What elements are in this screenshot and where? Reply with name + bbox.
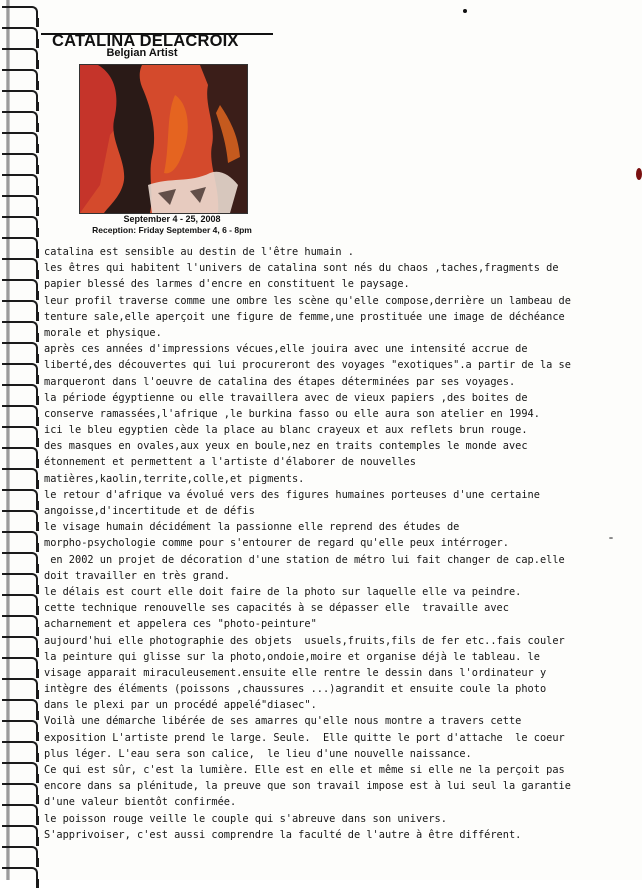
reception-info: Reception: Friday September 4, 6 - 8pm — [92, 225, 252, 235]
binding-ring — [2, 153, 38, 171]
binding-ring — [2, 363, 38, 381]
scan-speck — [636, 168, 642, 180]
binding-ring — [2, 531, 38, 549]
biography-line: Ce qui est sûr, c'est la lumière. Elle est en elle et même si elle ne la perçoit pas — [44, 764, 565, 776]
scan-speck — [463, 9, 467, 13]
binding-ring — [2, 573, 38, 591]
biography-line: acharnement et appelera ces "photo-peinture" — [44, 618, 317, 631]
binding-ring — [2, 741, 38, 759]
biography-line: la peinture qui glisse sur la photo,ondoie,moire et organise déjà le tableau. le — [44, 650, 540, 663]
biography-line: catalina est sensible au destin de l'être humain . — [44, 246, 354, 258]
biography-line: le poisson rouge veille le couple qui s'abreuve dans son univers. — [44, 812, 447, 825]
binding-ring — [2, 594, 38, 612]
binding-ring — [2, 195, 38, 213]
spiral-binding — [0, 0, 44, 880]
biography-line: étonnement et permettent a l'artiste d'élaborer de nouvelles — [44, 456, 416, 469]
scan-speck — [609, 537, 613, 539]
binding-ring — [2, 426, 38, 444]
binding-ring — [2, 6, 38, 24]
binding-ring — [2, 510, 38, 528]
binding-ring — [2, 237, 38, 255]
biography-line: cette technique renouvelle ses capacités à se dépasser elle travaille avec — [44, 602, 509, 615]
binding-ring — [2, 27, 38, 45]
binding-ring — [2, 90, 38, 108]
biography-line: exposition L'artiste prend le large. Seule. Elle quitte le port d'attache le coeur — [44, 731, 565, 744]
biography-line: marqueront dans l'oeuvre de catalina des étapes déterminées par ses voyages. — [44, 375, 516, 388]
biography-line: tenture sale,elle aperçoit une figure de femme,une prostituée une image de déchéance — [44, 310, 565, 323]
binding-ring — [2, 699, 38, 717]
binding-ring — [2, 657, 38, 675]
binding-ring — [2, 552, 38, 570]
biography-line: le visage humain décidément la passionne elle reprend des études de — [44, 521, 460, 534]
binding-ring — [2, 867, 38, 885]
binding-ring — [2, 615, 38, 633]
biography-line: leur profil traverse comme une ombre les scène qu'elle compose,derrière un lambeau de — [44, 294, 571, 307]
binding-ring — [2, 342, 38, 360]
biography-line: aujourd'hui elle photographie des objets usuels,fruits,fils de fer etc..fais couler — [44, 634, 565, 647]
binding-ring — [2, 825, 38, 843]
binding-ring — [2, 846, 38, 864]
binding-ring — [2, 321, 38, 339]
binding-ring — [2, 216, 38, 234]
binding-ring — [2, 384, 38, 402]
biography-line: matières,kaolin,territe,colle,et pigments. — [44, 472, 305, 485]
binding-ring — [2, 678, 38, 696]
binding-ring — [2, 132, 38, 150]
biography-line: plus léger. L'eau sera son calice, le lieu d'une nouvelle naissance. — [44, 747, 472, 760]
binding-ring — [2, 783, 38, 801]
exhibition-dates: September 4 - 25, 2008 — [123, 214, 221, 224]
biography-line: le délais est court elle doit faire de la photo sur laquelle elle va peindre. — [44, 585, 522, 598]
artist-name: CATALINA DELACROIX — [52, 32, 239, 50]
binding-ring — [2, 489, 38, 507]
binding-ring — [2, 174, 38, 192]
biography-line: visage apparait miraculeusement.ensuite elle rentre le dessin dans l'ordinateur y — [44, 666, 547, 679]
artwork-illustration — [80, 65, 247, 213]
biography-text — [44, 244, 636, 843]
biography-line: des masques en ovales,aux yeux en boule,nez en traits contemples le monde avec — [44, 440, 528, 453]
biography-line: papier blessé des larmes d'encre en constituent le paysage. — [44, 278, 410, 291]
biography-line: S'apprivoiser, c'est aussi comprendre la faculté de l'autre à être différent. — [44, 828, 522, 841]
biography-line: liberté,des découvertes qui lui procureront des voyages "exotiques".a partir de la se — [44, 359, 571, 372]
biography-line: en 2002 un projet de décoration d'une station de métro lui fait changer de cap.elle — [44, 553, 565, 566]
artwork-image — [79, 64, 248, 214]
binding-ring — [2, 279, 38, 297]
biography-line: intègre des éléments (poissons ,chaussures ...)agrandit et ensuite coule la photo — [44, 683, 547, 696]
artist-subtitle: Belgian Artist — [106, 47, 178, 59]
binding-ring — [2, 405, 38, 423]
binding-ring — [2, 804, 38, 822]
biography-line: la période égyptienne ou elle travaillera avec de vieux papiers ,des boites de — [44, 391, 528, 404]
biography-line: après ces années d'impressions vécues,elle jouira avec une intensité accrue de — [44, 343, 528, 356]
binding-ring — [2, 468, 38, 486]
biography-line: encore dans sa plénitude, la preuve que son travail impose est à lui seul la garantie — [44, 780, 571, 793]
binding-ring — [2, 762, 38, 780]
binding-ring — [2, 69, 38, 87]
biography-line: Voilà une démarche libérée de ses amarres qu'elle nous montre a travers cette — [44, 715, 522, 728]
biography-line: morale et physique. — [44, 326, 162, 339]
biography-line: le retour d'afrique va évolué vers des figures humaines porteuses d'une certaine — [44, 488, 540, 501]
binding-ring — [2, 720, 38, 738]
binding-ring — [2, 447, 38, 465]
binding-ring — [2, 48, 38, 66]
biography-line: doit travailler en très grand. — [44, 569, 230, 582]
biography-line: ici le bleu egyptien cède la place au blanc crayeux et aux reflets brun rouge. — [44, 424, 528, 437]
biography-line: dans le plexi par un procédé appelé"diasec". — [44, 699, 317, 712]
binding-ring — [2, 111, 38, 129]
biography-line: angoisse,d'incertitude et de défis — [44, 505, 255, 517]
binding-ring — [2, 300, 38, 318]
biography-line: d'une valeur bientôt confirmée. — [44, 796, 237, 809]
biography-line: morpho-psychologie comme pour s'entourer de regard qu'elle peux intérroger. — [44, 537, 509, 550]
binding-ring — [2, 636, 38, 654]
biography-line: les êtres qui habitent l'univers de catalina sont nés du chaos ,taches,fragments de — [44, 262, 559, 275]
biography-line: conserve ramassées,l'afrique ,le burkina fasso ou elle aura son atelier en 1994. — [44, 407, 540, 420]
binding-ring — [2, 258, 38, 276]
